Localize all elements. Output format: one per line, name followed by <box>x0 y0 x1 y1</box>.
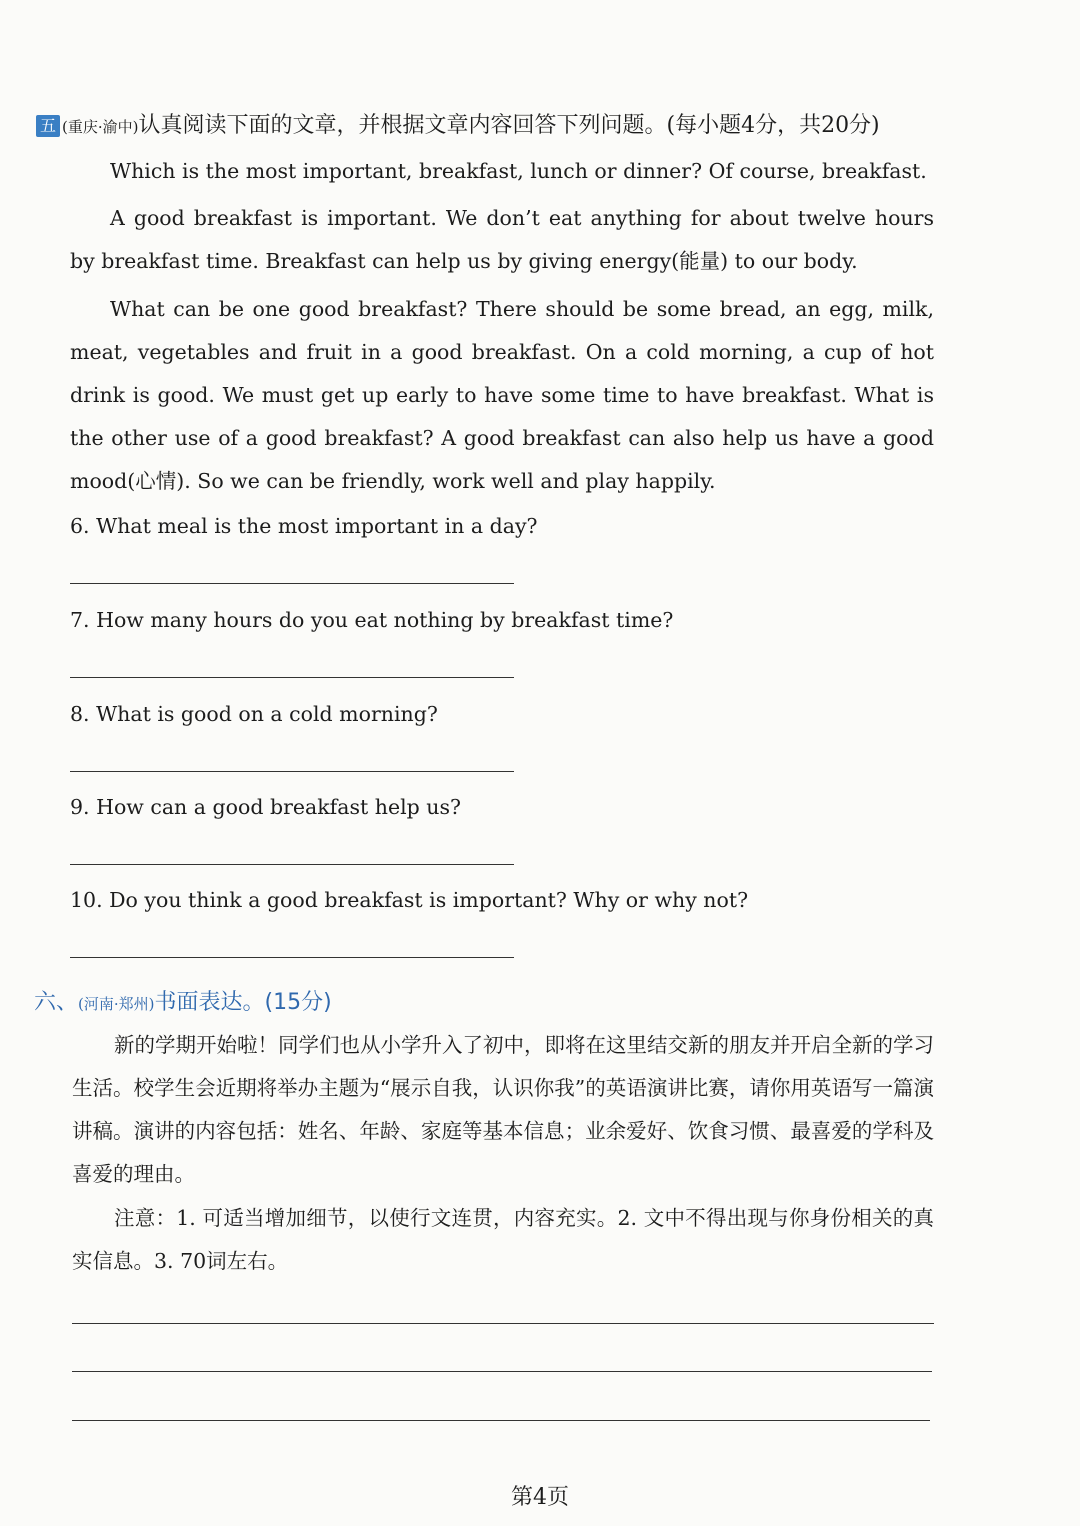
writing-notes: 注意：1. 可适当增加细节，以使行文连贯，内容充实。2. 文中不得出现与你身份相关的真实信息。3. 70词左右。 <box>72 1206 934 1273</box>
writing-line-2[interactable] <box>72 1371 932 1372</box>
question-9: 9. How can a good breakfast help us? <box>70 795 461 819</box>
passage-paragraph-2: A good breakfast is important. We don’t eat anything for about twelve hours by breakfast time. Breakfast can help us by giving energy(能量) to our body. <box>70 206 934 273</box>
question-7: 7. How many hours do you eat nothing by breakfast time? <box>70 608 674 632</box>
answer-line-8[interactable] <box>70 771 514 772</box>
page-number: 第4页 <box>511 1485 569 1510</box>
section5-heading <box>36 108 880 139</box>
passage-paragraph-3: What can be one good breakfast? There should be some bread, an egg, milk, meat, vegetables and fruit in a good breakfast. On a cold morning, a cup of hot drink is good. We must get up early to have some time to have breakfast. What is the other use of a good breakfast? A good breakfast can also help us have a good mood(心情). So we can be friendly, work well and play happily. <box>70 297 934 493</box>
passage-paragraph-1: Which is the most important, breakfast, lunch or dinner? Of course, breakfast. <box>110 159 927 183</box>
answer-line-10[interactable] <box>70 957 514 958</box>
writing-prompt: 新的学期开始啦！同学们也从小学升入了初中，即将在这里结交新的朋友并开启全新的学习生活。校学生会近期将举办主题为“展示自我，认识你我”的英语演讲比赛，请你用英语写一篇演讲稿。演讲的内容包括：姓名、年龄、家庭等基本信息；业余爱好、饮食习惯、最喜爱的学科及喜爱的理由。 <box>72 1033 934 1186</box>
section6-title: 书面表达。(15分) <box>154 990 332 1015</box>
writing-line-1[interactable] <box>72 1323 934 1324</box>
section6-source: (河南·郑州) <box>78 995 155 1013</box>
question-6: 6. What meal is the most important in a day? <box>70 514 538 538</box>
section6-heading <box>34 985 332 1016</box>
question-8: 8. What is good on a cold morning? <box>70 702 438 726</box>
section-number-badge: 五 <box>36 115 60 137</box>
answer-line-7[interactable] <box>70 677 514 678</box>
answer-line-6[interactable] <box>70 583 514 584</box>
answer-line-9[interactable] <box>70 864 514 865</box>
section5-source: (重庆·渝中) <box>62 118 139 136</box>
question-10: 10. Do you think a good breakfast is important? Why or why not? <box>70 888 749 912</box>
writing-line-3[interactable] <box>72 1420 930 1421</box>
section5-instruction: 认真阅读下面的文章，并根据文章内容回答下列问题。(每小题4分，共20分) <box>138 113 880 138</box>
section6-number: 六、 <box>34 990 79 1015</box>
